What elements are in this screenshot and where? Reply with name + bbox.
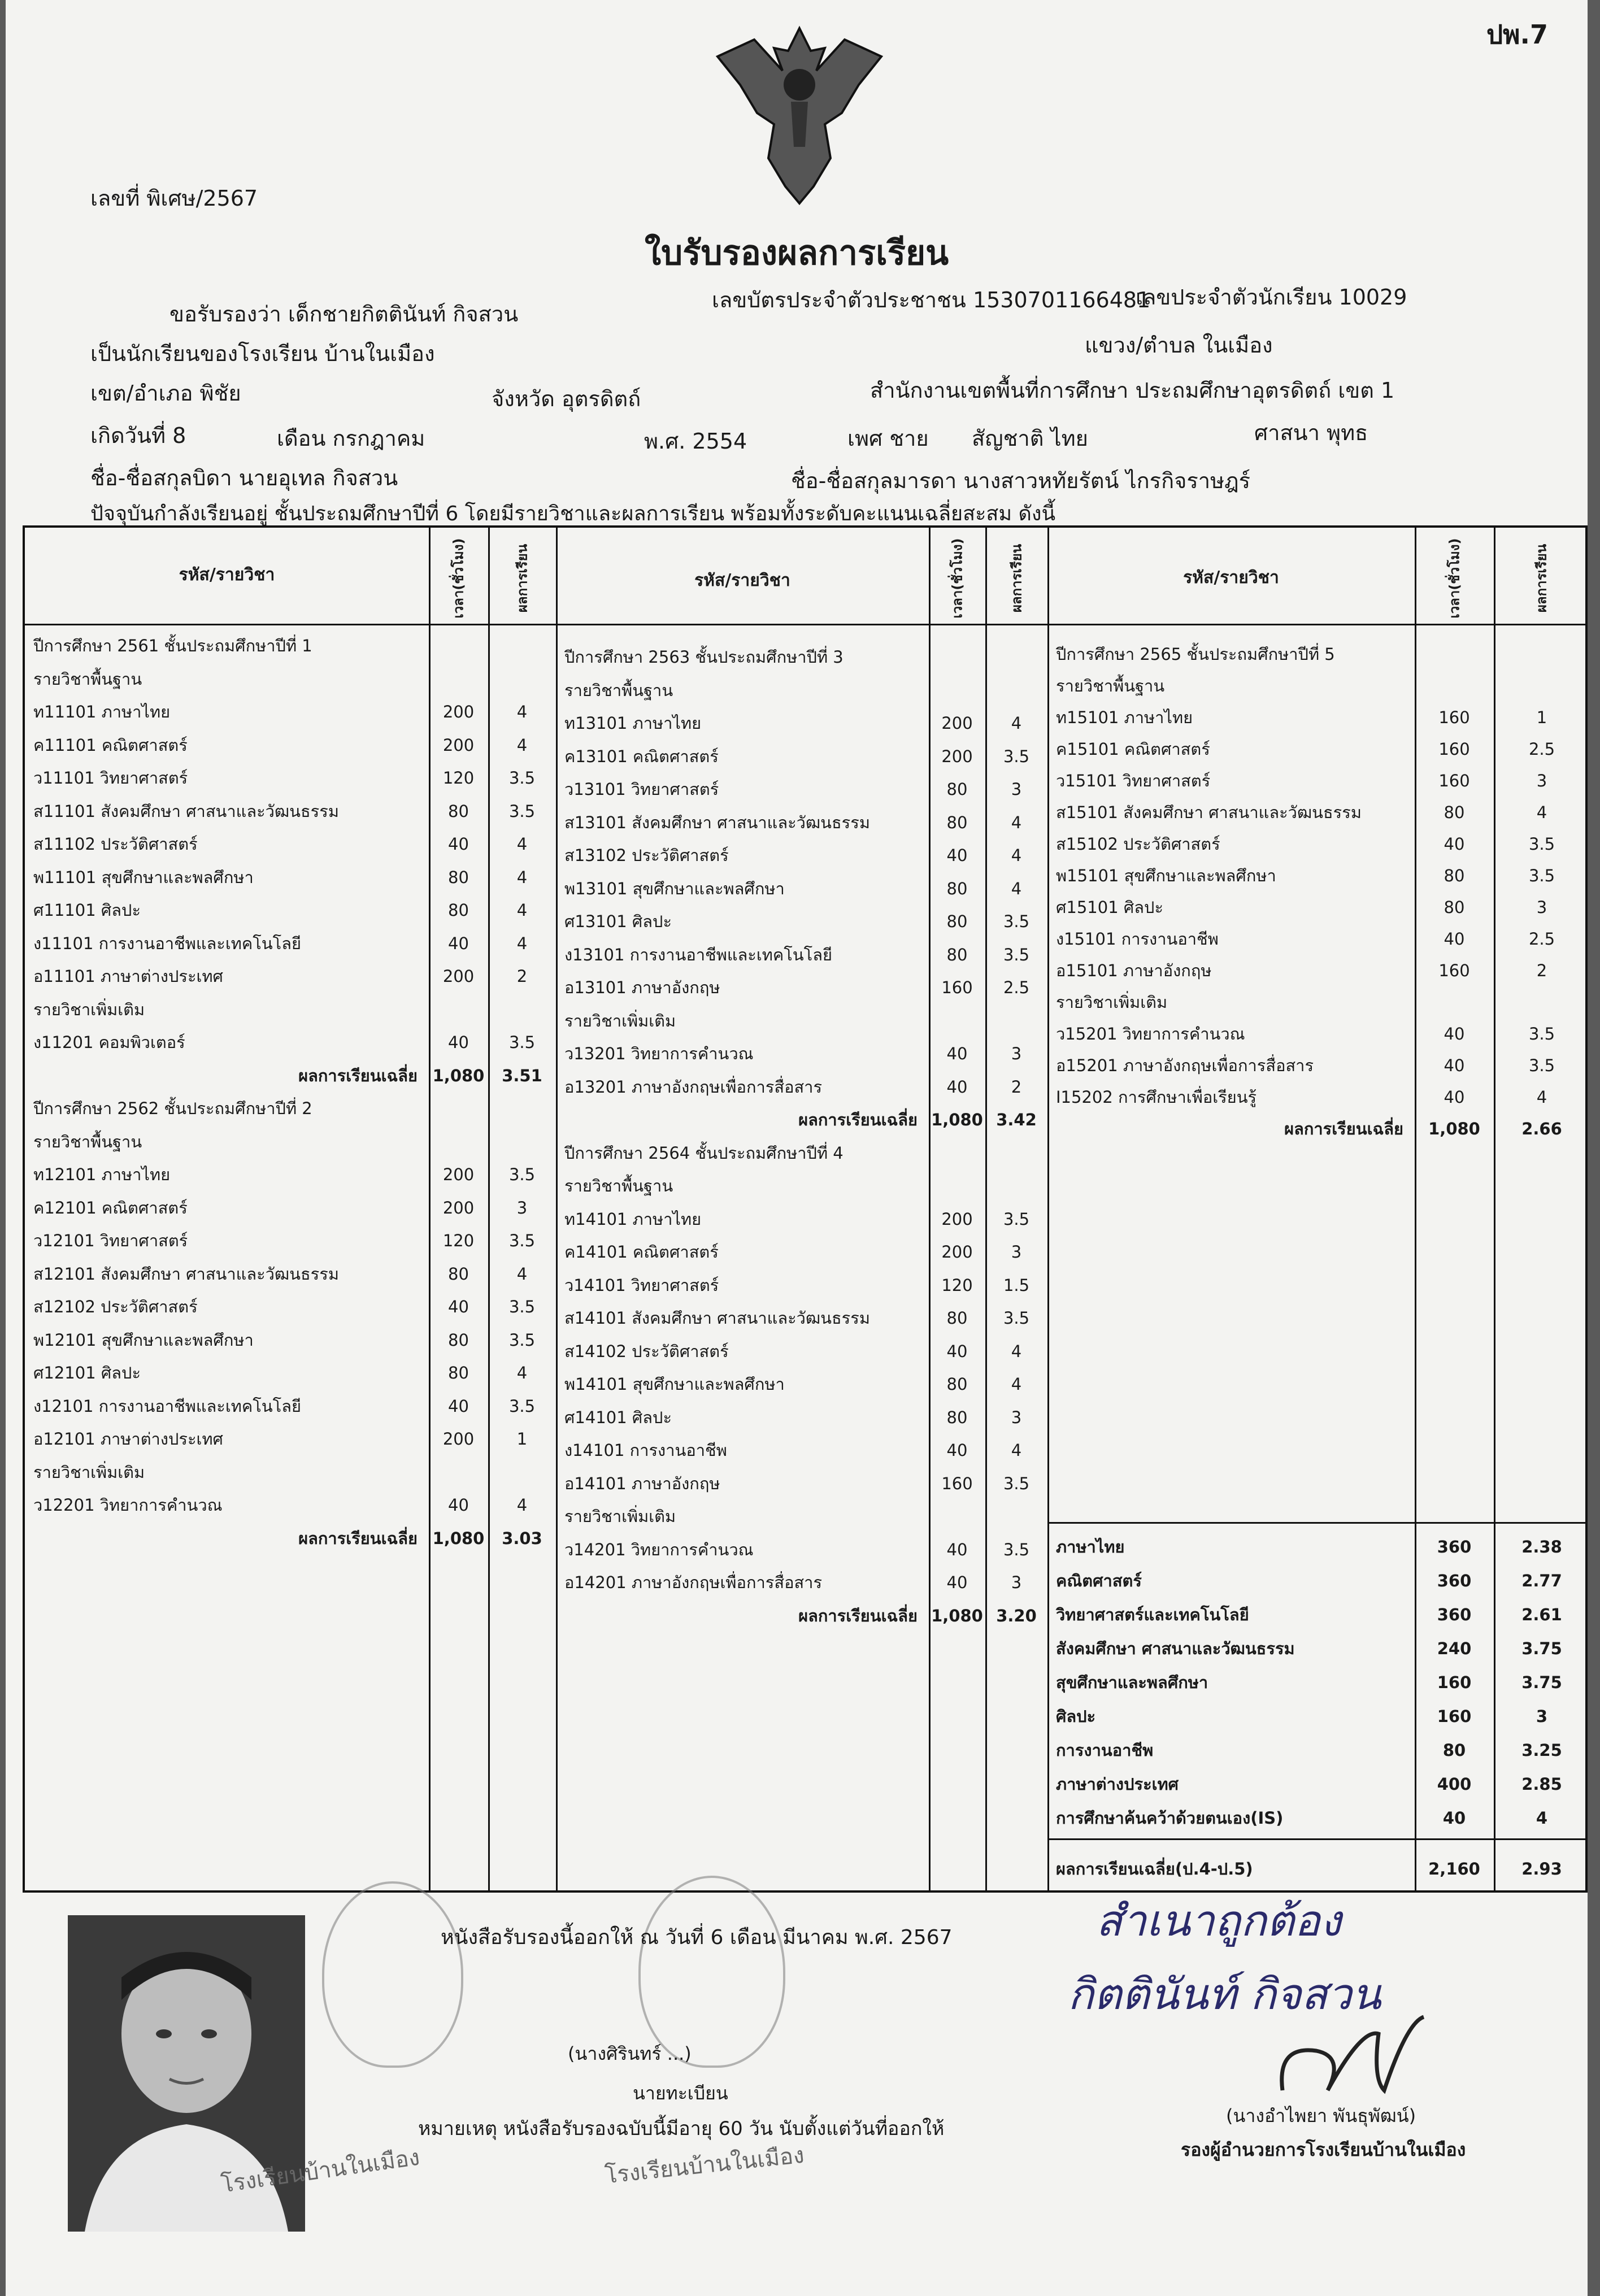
col2-row-label: ศ13101 ศิลปะ xyxy=(564,912,672,931)
col1-row-hours: 40 xyxy=(448,1033,469,1052)
col2-grade-header: ผลการเรียน xyxy=(1008,543,1025,613)
col1-row-label: ผลการเรียนเฉลี่ย xyxy=(298,1528,418,1548)
current-status: ปัจจุบันกำลังเรียนอยู่ ชั้นประถมศึกษาปีที่ 6 โดยมีรายวิชาและผลการเรียน พร้อมทั้งระดับคะแนนเฉลี่ยสะสม ดังนี้ xyxy=(90,502,1056,525)
col1-row-grade: 3.5 xyxy=(508,1033,536,1052)
col1-row-hours: 120 xyxy=(442,1231,475,1250)
col1-row-hours: 40 xyxy=(448,834,469,854)
col3-row-label: อ15201 ภาษาอังกฤษเพื่อการสื่อสาร xyxy=(1056,1056,1314,1075)
col3-row-label: ศ15101 ศิลปะ xyxy=(1056,898,1164,917)
col1-row-grade: 3.5 xyxy=(508,1165,536,1184)
col2-row-grade: 3 xyxy=(1011,1242,1022,1262)
col3-row-hours: 80 xyxy=(1444,803,1465,822)
col2-row-label: อ14201 ภาษาอังกฤษเพื่อการสื่อสาร xyxy=(564,1573,823,1592)
col2-row-label: ปีการศึกษา 2564 ชั้นประถมศึกษาปีที่ 4 xyxy=(564,1143,844,1163)
education-office: สำนักงานเขตพื้นที่การศึกษา ประถมศึกษาอุตรดิตถ์ เขต 1 xyxy=(870,378,1395,403)
col1-row-label: ค12101 คณิตศาสตร์ xyxy=(33,1198,188,1217)
col3-row-hours: 160 xyxy=(1438,771,1470,790)
summary-row-label: สุขศึกษาและพลศึกษา xyxy=(1056,1673,1208,1692)
mother-name: ชื่อ-ชื่อสกุลมารดา นางสาวหทัยรัตน์ ไกรกิจราษฎร์ xyxy=(791,468,1251,493)
col3-row-label: อ15101 ภาษาอังกฤษ xyxy=(1056,961,1212,980)
col2-row-grade: 2.5 xyxy=(1003,978,1030,997)
col1-row-label: รายวิชาพื้นฐาน xyxy=(33,669,142,689)
col3-row-grade: 2.5 xyxy=(1528,740,1555,759)
col1-row-grade: 4 xyxy=(516,702,528,721)
col3-row-label: พ15101 สุขศึกษาและพลศึกษา xyxy=(1056,866,1276,885)
col2-row-label: ค13101 คณิตศาสตร์ xyxy=(564,746,719,766)
col1-row-grade: 4 xyxy=(516,735,528,755)
col2-row-label: รายวิชาพื้นฐาน xyxy=(564,680,673,700)
summary-row-label: ภาษาต่างประเทศ xyxy=(1056,1775,1179,1794)
col2-row-label: ส13102 ประวัติศาสตร์ xyxy=(564,846,729,865)
col3-row-grade: 3.5 xyxy=(1528,1056,1555,1075)
col2-row-grade: 4 xyxy=(1011,1375,1022,1394)
col2-row-hours: 200 xyxy=(941,714,973,733)
col1-row-grade: 4 xyxy=(516,834,528,854)
col1-row-label: ส12102 ประวัติศาสตร์ xyxy=(33,1297,198,1316)
col2-row-label: ท14101 ภาษาไทย xyxy=(564,1209,702,1229)
col2-row-grade: 3.42 xyxy=(996,1110,1037,1129)
col2-hours-header: เวลา(ชั่วโมง) xyxy=(949,538,966,619)
col2-row-hours: 200 xyxy=(941,1209,973,1229)
summary-row-hours: 240 xyxy=(1437,1639,1472,1658)
signer-title: รองผู้อำนวยการโรงเรียนบ้านในเมือง xyxy=(1181,2139,1466,2160)
col2-row-grade: 3.5 xyxy=(1003,1308,1030,1328)
col1-row-hours: 120 xyxy=(442,768,475,788)
col2-row-label: ส13101 สังคมศึกษา ศาสนาและวัฒนธรรม xyxy=(564,812,870,832)
father-name: ชื่อ-ชื่อสกุลบิดา นายอุเทล กิจสวน xyxy=(90,466,398,490)
col2-row-label: ว13201 วิทยาการคำนวณ xyxy=(564,1044,754,1063)
signer-name: (นางอำไพยา พันธุพัฒน์) xyxy=(1226,2105,1416,2127)
col1-row-grade: 3.5 xyxy=(508,1330,536,1350)
col3-hours-header: เวลา(ชั่วโมง) xyxy=(1446,538,1463,619)
col2-row-hours: 80 xyxy=(946,912,968,931)
col1-row-hours: 80 xyxy=(448,1264,469,1284)
certify-line: ขอรับรองว่า เด็กชายกิตตินันท์ กิจสวน xyxy=(169,302,519,327)
col2-row-hours: 80 xyxy=(946,812,968,832)
summary-row-grade: 3.75 xyxy=(1521,1639,1562,1658)
summary-row-hours: 400 xyxy=(1437,1775,1472,1794)
col3-row-grade: 3.5 xyxy=(1528,1024,1555,1043)
summary-row-label: คณิตศาสตร์ xyxy=(1056,1571,1142,1590)
col3-subject-header: รหัส/รายวิชา xyxy=(1183,568,1279,588)
col1-row-label: ท12101 ภาษาไทย xyxy=(33,1165,171,1184)
document-number: เลขที่ พิเศษ/2567 xyxy=(90,186,258,211)
birth-day: เกิดวันที่ 8 xyxy=(90,423,186,448)
col1-row-grade: 3.5 xyxy=(508,1231,536,1250)
col3-row-hours: 160 xyxy=(1438,961,1470,980)
col1-row-label: ว11101 วิทยาศาสตร์ xyxy=(33,768,188,788)
col3-row-hours: 40 xyxy=(1444,929,1465,949)
col1-row-grade: 4 xyxy=(516,1264,528,1284)
col2-row-hours: 80 xyxy=(946,780,968,799)
school-seal-left xyxy=(322,1881,463,2068)
col3-row-hours: 80 xyxy=(1444,866,1465,885)
col2-row-hours: 40 xyxy=(946,1441,968,1460)
col2-row-grade: 4 xyxy=(1011,1441,1022,1460)
grades-table xyxy=(23,525,1588,1893)
col2-row-grade: 3.5 xyxy=(1003,1209,1030,1229)
col2-row-hours: 40 xyxy=(946,1573,968,1592)
col2-row-label: ท13101 ภาษาไทย xyxy=(564,714,702,733)
col2-row-hours: 40 xyxy=(946,1540,968,1559)
religion: ศาสนา พุทธ xyxy=(1254,420,1368,445)
summary-row-hours: 360 xyxy=(1437,1605,1472,1624)
col1-row-label: อ11101 ภาษาต่างประเทศ xyxy=(33,967,223,986)
col1-row-hours: 80 xyxy=(448,1363,469,1382)
col3-row-label: ค15101 คณิตศาสตร์ xyxy=(1056,740,1210,759)
district: เขต/อำเภอ พิชัย xyxy=(90,381,241,406)
col1-row-label: ส11101 สังคมศึกษา ศาสนาและวัฒนธรรม xyxy=(33,801,339,821)
summary-row-label: ศิลปะ xyxy=(1056,1707,1096,1726)
col1-row-label: รายวิชาเพิ่มเติม xyxy=(33,1462,145,1482)
col2-row-grade: 2 xyxy=(1011,1077,1022,1097)
col2-row-grade: 3.5 xyxy=(1003,945,1030,964)
col1-row-hours: 80 xyxy=(448,901,469,920)
summary-row-label: การศึกษาค้นคว้าด้วยตนเอง(IS) xyxy=(1056,1808,1284,1828)
col1-row-grade: 3.5 xyxy=(508,1396,536,1416)
overall-average-label: ผลการเรียนเฉลี่ย(ป.4-ป.5) xyxy=(1056,1859,1253,1878)
col3-grade-header: ผลการเรียน xyxy=(1533,543,1550,613)
col3-row-hours: 40 xyxy=(1444,1088,1465,1107)
subdistrict: แขวง/ตำบล ในเมือง xyxy=(1085,333,1273,358)
col2-row-label: อ13101 ภาษาอังกฤษ xyxy=(564,978,720,997)
col1-row-grade: 1 xyxy=(516,1429,528,1449)
col1-row-hours: 200 xyxy=(442,702,475,721)
summary-row-hours: 360 xyxy=(1437,1571,1472,1590)
col2-row-label: ว14101 วิทยาศาสตร์ xyxy=(564,1275,719,1295)
col1-row-hours: 200 xyxy=(442,1165,475,1184)
col1-row-grade: 3.5 xyxy=(508,801,536,821)
col2-row-grade: 4 xyxy=(1011,846,1022,865)
col2-row-hours: 40 xyxy=(946,846,968,865)
summary-row-grade: 2.85 xyxy=(1521,1775,1562,1794)
col2-row-grade: 4 xyxy=(1011,1341,1022,1361)
col1-row-grade: 3 xyxy=(516,1198,528,1217)
col3-row-hours: 160 xyxy=(1438,708,1470,727)
col1-row-label: ศ11101 ศิลปะ xyxy=(33,901,141,920)
col3-row-hours: 40 xyxy=(1444,1024,1465,1043)
col2-row-label: รายวิชาเพิ่มเติม xyxy=(564,1011,676,1030)
col3-row-grade: 1 xyxy=(1536,708,1547,727)
summary-row-label: การงานอาชีพ xyxy=(1056,1741,1154,1760)
col2-row-label: ง14101 การงานอาชีพ xyxy=(564,1441,727,1460)
col1-row-hours: 40 xyxy=(448,1495,469,1515)
col1-row-label: ศ12101 ศิลปะ xyxy=(33,1363,141,1382)
national-id: เลขบัตรประจำตัวประชาชน 1530701166481 xyxy=(712,288,1151,312)
col1-row-label: ว12101 วิทยาศาสตร์ xyxy=(33,1231,188,1250)
col3-row-hours: 40 xyxy=(1444,834,1465,854)
col2-row-grade: 3.5 xyxy=(1003,912,1030,931)
col3-row-label: ว15101 วิทยาศาสตร์ xyxy=(1056,771,1211,790)
col1-hours-header: เวลา(ชั่วโมง) xyxy=(450,538,467,619)
col1-row-label: ง12101 การงานอาชีพและเทคโนโลยี xyxy=(33,1396,302,1416)
col2-row-hours: 40 xyxy=(946,1077,968,1097)
col1-row-grade: 4 xyxy=(516,933,528,953)
col2-row-hours: 1,080 xyxy=(931,1110,983,1129)
col3-row-label: ว15201 วิทยาการคำนวณ xyxy=(1056,1024,1245,1043)
col1-row-grade: 3.03 xyxy=(502,1528,542,1548)
col2-row-label: ง13101 การงานอาชีพและเทคโนโลยี xyxy=(564,945,833,964)
col2-row-grade: 3 xyxy=(1011,780,1022,799)
col2-row-label: ว13101 วิทยาศาสตร์ xyxy=(564,780,719,799)
col2-row-grade: 4 xyxy=(1011,879,1022,898)
col3-row-label: รายวิชาเพิ่มเติม xyxy=(1056,993,1168,1012)
col3-row-grade: 3.5 xyxy=(1528,866,1555,885)
col1-row-hours: 80 xyxy=(448,1330,469,1350)
col1-row-grade: 4 xyxy=(516,1495,528,1515)
registrar-title: นายทะเบียน xyxy=(633,2082,728,2104)
birth-year: พ.ศ. 2554 xyxy=(644,429,747,454)
col1-row-label: อ12101 ภาษาต่างประเทศ xyxy=(33,1429,223,1449)
col2-row-hours: 160 xyxy=(941,978,973,997)
col3-row-hours: 1,080 xyxy=(1428,1119,1480,1138)
col1-row-label: พ11101 สุขศึกษาและพลศึกษา xyxy=(33,867,254,887)
col2-row-label: พ13101 สุขศึกษาและพลศึกษา xyxy=(564,879,785,898)
province: จังหวัด อุตรดิตถ์ xyxy=(492,386,641,411)
col1-row-hours: 80 xyxy=(448,801,469,821)
summary-row-label: วิทยาศาสตร์และเทคโนโลยี xyxy=(1056,1605,1249,1624)
col2-row-hours: 40 xyxy=(946,1044,968,1063)
col2-row-hours: 160 xyxy=(941,1473,973,1493)
col1-row-grade: 3.51 xyxy=(502,1066,542,1085)
col3-row-grade: 3.5 xyxy=(1528,834,1555,854)
col3-row-label: ผลการเรียนเฉลี่ย xyxy=(1284,1119,1403,1138)
col2-row-hours: 80 xyxy=(946,879,968,898)
col2-row-grade: 3.5 xyxy=(1003,1540,1030,1559)
summary-row-grade: 2.61 xyxy=(1521,1605,1562,1624)
summary-row-hours: 160 xyxy=(1437,1707,1472,1726)
col2-row-grade: 4 xyxy=(1011,714,1022,733)
col2-row-label: ผลการเรียนเฉลี่ย xyxy=(798,1606,918,1625)
col3-row-label: ปีการศึกษา 2565 ชั้นประถมศึกษาปีที่ 5 xyxy=(1056,645,1335,664)
col1-row-grade: 4 xyxy=(516,867,528,887)
col1-row-label: ง11101 การงานอาชีพและเทคโนโลยี xyxy=(33,933,302,953)
registrar-name: (นางศิรินทร์ ...) xyxy=(568,2043,692,2064)
col3-row-label: รายวิชาพื้นฐาน xyxy=(1056,676,1165,695)
col3-row-grade: 2.66 xyxy=(1521,1119,1562,1138)
col1-subject-header: รหัส/รายวิชา xyxy=(179,565,275,585)
overall-average-hours: 2,160 xyxy=(1428,1859,1480,1878)
col1-row-label: ค11101 คณิตศาสตร์ xyxy=(33,735,188,755)
col1-row-label: รายวิชาพื้นฐาน xyxy=(33,1132,142,1151)
col3-row-grade: 4 xyxy=(1536,1088,1547,1107)
col2-row-hours: 1,080 xyxy=(931,1606,983,1625)
overall-average-grade: 2.93 xyxy=(1521,1859,1562,1878)
summary-row-grade: 3 xyxy=(1536,1707,1548,1726)
validity-note: หมายเหตุ หนังสือรับรองฉบับนี้มีอายุ 60 วัน นับตั้งแต่วันที่ออกให้ xyxy=(418,2117,945,2140)
col1-row-label: ว12201 วิทยาการคำนวณ xyxy=(33,1495,223,1515)
col2-subject-header: รหัส/รายวิชา xyxy=(694,571,790,590)
summary-row-hours: 160 xyxy=(1437,1673,1472,1692)
student-name-handwriting: กิตตินันท์ กิจสวน xyxy=(1068,1969,1381,2019)
col2-row-label: อ13201 ภาษาอังกฤษเพื่อการสื่อสาร xyxy=(564,1077,823,1097)
summary-row-grade: 3.75 xyxy=(1521,1673,1562,1692)
certified-copy-handwriting: สำเนาถูกต้อง xyxy=(1096,1895,1341,1946)
student-id: เลขประจำตัวนักเรียน 10029 xyxy=(1136,285,1407,310)
col1-row-label: ปีการศึกษา 2561 ชั้นประถมศึกษาปีที่ 1 xyxy=(33,636,312,655)
summary-row-grade: 2.77 xyxy=(1521,1571,1562,1590)
col2-row-grade: 3 xyxy=(1011,1044,1022,1063)
certificate-page xyxy=(6,0,1588,2296)
col2-row-grade: 4 xyxy=(1011,812,1022,832)
col2-row-hours: 40 xyxy=(946,1341,968,1361)
col1-row-hours: 40 xyxy=(448,1396,469,1416)
birth-month: เดือน กรกฎาคม xyxy=(277,426,425,451)
summary-row-hours: 40 xyxy=(1442,1808,1466,1828)
col2-row-label: ค14101 คณิตศาสตร์ xyxy=(564,1242,719,1262)
col3-row-label: ท15101 ภาษาไทย xyxy=(1056,708,1193,727)
col3-row-hours: 40 xyxy=(1444,1056,1465,1075)
garuda-emblem-icon xyxy=(712,17,887,209)
col1-row-label: ผลการเรียนเฉลี่ย xyxy=(298,1066,418,1085)
stamp-text-left: โรงเรียนบ้านในเมือง xyxy=(219,2144,421,2198)
nationality: สัญชาติ ไทย xyxy=(972,426,1088,451)
col1-row-label: ง11201 คอมพิวเตอร์ xyxy=(33,1033,185,1052)
col2-row-hours: 200 xyxy=(941,1242,973,1262)
col1-row-hours: 1,080 xyxy=(432,1066,485,1085)
col1-row-hours: 200 xyxy=(442,1198,475,1217)
col1-row-grade: 4 xyxy=(516,901,528,920)
col2-row-grade: 1.5 xyxy=(1003,1275,1030,1295)
summary-row-grade: 3.25 xyxy=(1521,1741,1562,1760)
col1-row-grade: 3.5 xyxy=(508,1297,536,1316)
school-seal-center xyxy=(638,1876,785,2068)
col1-row-hours: 40 xyxy=(448,933,469,953)
issue-date: หนังสือรับรองนี้ออกให้ ณ วันที่ 6 เดือน มีนาคม พ.ศ. 2567 xyxy=(441,1926,953,1949)
col2-row-label: ปีการศึกษา 2563 ชั้นประถมศึกษาปีที่ 3 xyxy=(564,647,844,667)
col1-row-grade: 4 xyxy=(516,1363,528,1382)
col3-row-hours: 80 xyxy=(1444,898,1465,917)
col3-row-grade: 2 xyxy=(1536,961,1547,980)
col2-row-hours: 80 xyxy=(946,1407,968,1427)
col2-row-grade: 3.5 xyxy=(1003,1473,1030,1493)
col2-row-label: ผลการเรียนเฉลี่ย xyxy=(798,1110,918,1129)
col3-row-grade: 3 xyxy=(1536,771,1547,790)
stamp-text-center: โรงเรียนบ้านในเมือง xyxy=(603,2142,806,2189)
col1-row-label: ส12101 สังคมศึกษา ศาสนาและวัฒนธรรม xyxy=(33,1264,339,1284)
col1-row-hours: 40 xyxy=(448,1297,469,1316)
col3-row-grade: 3 xyxy=(1536,898,1547,917)
signature-icon xyxy=(1266,2011,1435,2113)
col2-row-grade: 3 xyxy=(1011,1407,1022,1427)
col3-row-label: ส15101 สังคมศึกษา ศาสนาและวัฒนธรรม xyxy=(1056,803,1362,822)
col2-row-label: ส14102 ประวัติศาสตร์ xyxy=(564,1341,729,1361)
col2-row-label: ว14201 วิทยาการคำนวณ xyxy=(564,1540,754,1559)
col3-row-grade: 2.5 xyxy=(1528,929,1555,949)
col1-row-hours: 80 xyxy=(448,867,469,887)
col2-row-label: รายวิชาเพิ่มเติม xyxy=(564,1507,676,1526)
col1-row-hours: 200 xyxy=(442,1429,475,1449)
col1-row-hours: 1,080 xyxy=(432,1528,485,1548)
col1-row-label: ส11102 ประวัติศาสตร์ xyxy=(33,834,198,854)
col2-row-label: ศ14101 ศิลปะ xyxy=(564,1407,672,1427)
col2-row-label: รายวิชาพื้นฐาน xyxy=(564,1176,673,1195)
col1-row-label: รายวิชาเพิ่มเติม xyxy=(33,999,145,1019)
summary-row-grade: 4 xyxy=(1536,1808,1548,1828)
col3-row-label: I15202 การศึกษาเพื่อเรียนรู้ xyxy=(1056,1088,1257,1107)
col2-row-hours: 80 xyxy=(946,1375,968,1394)
form-code: ปพ.7 xyxy=(1486,19,1548,50)
col3-row-grade: 4 xyxy=(1536,803,1547,822)
col3-row-label: ส15102 ประวัติศาสตร์ xyxy=(1056,834,1220,854)
summary-row-label: ภาษาไทย xyxy=(1056,1537,1125,1556)
col2-row-label: พ14101 สุขศึกษาและพลศึกษา xyxy=(564,1375,785,1394)
page-title: ใบรับรองผลการเรียน xyxy=(644,233,949,273)
col3-row-label: ง15101 การงานอาชีพ xyxy=(1056,929,1219,949)
col1-row-label: พ12101 สุขศึกษาและพลศึกษา xyxy=(33,1330,254,1350)
school-name: เป็นนักเรียนของโรงเรียน บ้านในเมือง xyxy=(90,341,435,366)
col1-row-hours: 200 xyxy=(442,967,475,986)
col1-row-grade: 2 xyxy=(516,967,528,986)
summary-row-label: สังคมศึกษา ศาสนาและวัฒนธรรม xyxy=(1056,1639,1295,1658)
col1-row-label: ท11101 ภาษาไทย xyxy=(33,702,171,721)
summary-row-hours: 80 xyxy=(1442,1741,1466,1760)
col2-row-grade: 3.20 xyxy=(996,1606,1037,1625)
col2-row-label: ส14101 สังคมศึกษา ศาสนาและวัฒนธรรม xyxy=(564,1308,870,1328)
col2-row-hours: 80 xyxy=(946,1308,968,1328)
summary-row-hours: 360 xyxy=(1437,1537,1472,1556)
col3-row-hours: 160 xyxy=(1438,740,1470,759)
col2-row-label: อ14101 ภาษาอังกฤษ xyxy=(564,1473,720,1493)
col1-row-hours: 200 xyxy=(442,735,475,755)
col1-row-grade: 3.5 xyxy=(508,768,536,788)
col2-row-grade: 3.5 xyxy=(1003,746,1030,766)
col2-row-hours: 200 xyxy=(941,746,973,766)
col1-grade-header: ผลการเรียน xyxy=(514,543,531,613)
summary-row-grade: 2.38 xyxy=(1521,1537,1562,1556)
sex: เพศ ชาย xyxy=(847,426,929,451)
col1-row-label: ปีการศึกษา 2562 ชั้นประถมศึกษาปีที่ 2 xyxy=(33,1099,312,1118)
col2-row-grade: 3 xyxy=(1011,1573,1022,1592)
col2-row-hours: 120 xyxy=(941,1275,973,1295)
col2-row-hours: 80 xyxy=(946,945,968,964)
